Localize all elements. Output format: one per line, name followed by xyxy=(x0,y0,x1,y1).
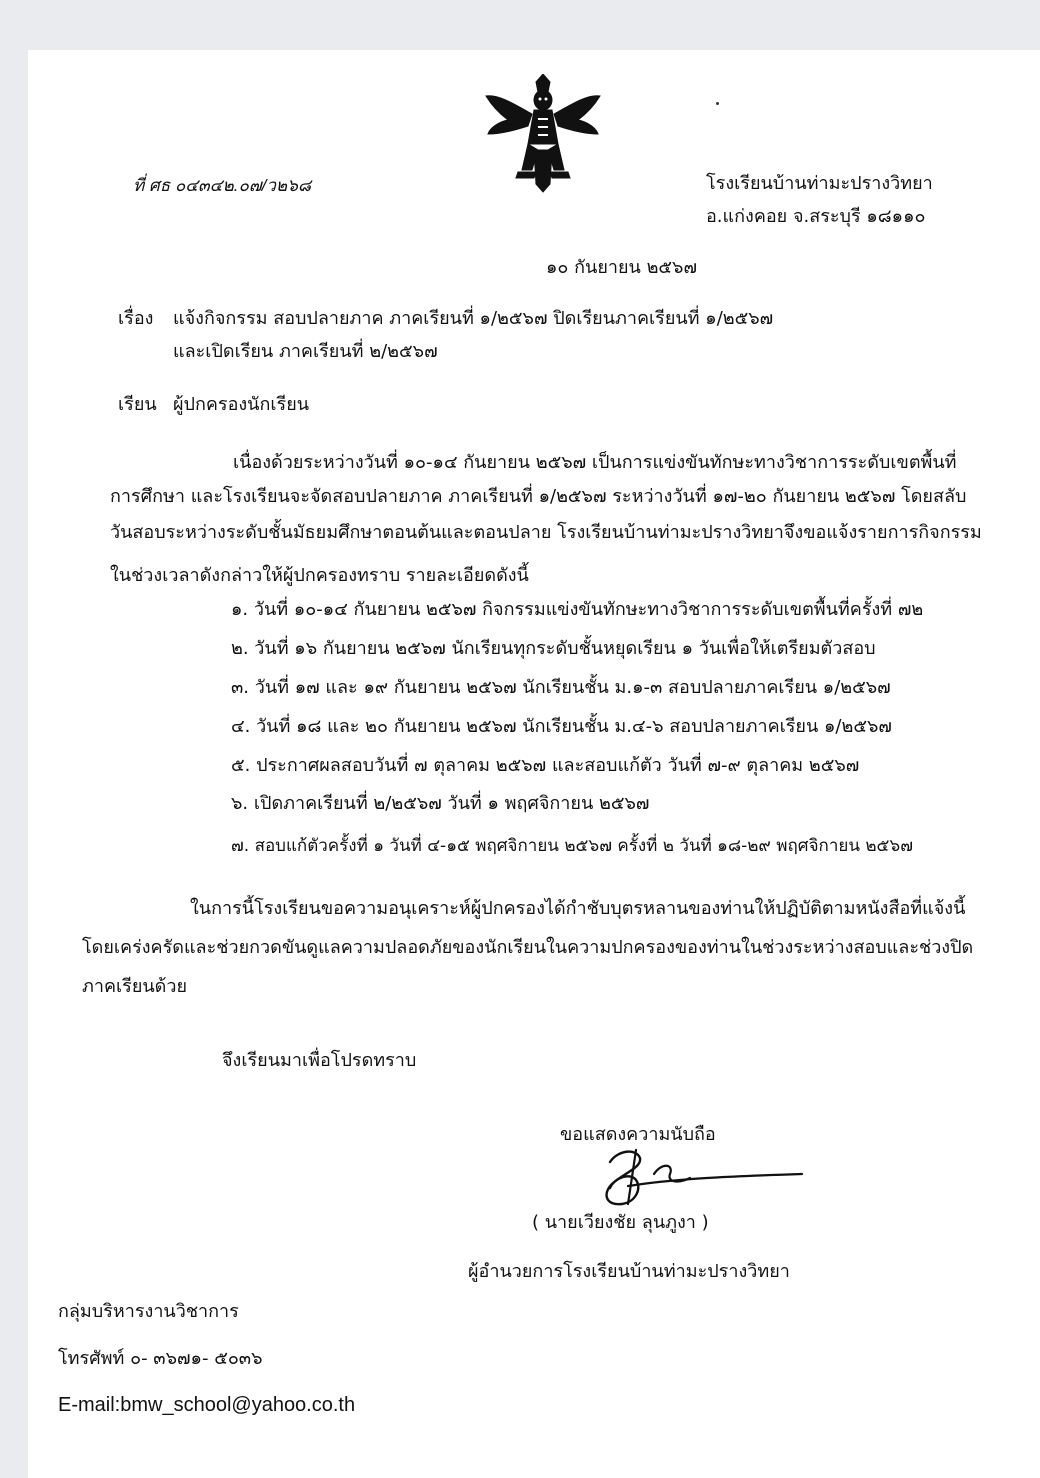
body-paragraph-2-line: ภาคเรียนด้วย xyxy=(82,976,188,997)
recipient-label: เรียน xyxy=(118,394,157,415)
body-paragraph-1-line: วันสอบระหว่างระดับชั้นมัธยมศึกษาตอนต้นและตอนปลาย โรงเรียนบ้านท่ามะปรางวิทยาจึงขอแจ้งรายการกิจกรรม xyxy=(110,522,982,543)
subject-label: เรื่อง xyxy=(118,308,154,329)
email-address: E-mail:bmw_school@yahoo.co.th xyxy=(58,1394,356,1416)
school-address: อ.แก่งคอย จ.สระบุรี ๑๘๑๑๐ xyxy=(706,206,926,227)
department-name: กลุ่มบริหารงานวิชาการ xyxy=(58,1301,239,1322)
signatory-position: ผู้อำนวยการโรงเรียนบ้านท่ามะปรางวิทยา xyxy=(468,1261,790,1282)
subject-line-1: แจ้งกิจกรรม สอบปลายภาค ภาคเรียนที่ ๑/๒๕๖๗ ปิดเรียนภาคเรียนที่ ๑/๒๕๖๗ xyxy=(173,308,774,329)
activity-item: ๓. วันที่ ๑๗ และ ๑๙ กันยายน ๒๕๖๗ นักเรียนชั้น ม.๑-๓ สอบปลายภาคเรียน ๑/๒๕๖๗ xyxy=(231,677,891,698)
document-number: ที่ ศธ ๐๔๓๔๒.๐๗/ว๒๖๘ xyxy=(133,176,312,195)
signature-closing: ขอแสดงความนับถือ xyxy=(560,1124,716,1145)
activity-item: ๔. วันที่ ๑๘ และ ๒๐ กันยายน ๒๕๖๗ นักเรียนชั้น ม.๔-๖ สอบปลายภาคเรียน ๑/๒๕๖๗ xyxy=(231,716,892,737)
subject-line-2: และเปิดเรียน ภาคเรียนที่ ๒/๒๕๖๗ xyxy=(173,341,438,362)
letter-date: ๑๐ กันยายน ๒๕๖๗ xyxy=(546,257,698,278)
garuda-emblem-icon xyxy=(478,74,608,194)
closing-request: จึงเรียนมาเพื่อโปรดทราบ xyxy=(222,1050,417,1071)
handwritten-signature xyxy=(570,1140,820,1220)
activity-item: ๑. วันที่ ๑๐-๑๔ กันยายน ๒๕๖๗ กิจกรรมแข่งขันทักษะทางวิชาการระดับเขตพื้นที่ครั้งที่ ๗๒ xyxy=(231,599,924,620)
body-paragraph-1-line: เนื่องด้วยระหว่างวันที่ ๑๐-๑๔ กันยายน ๒๕๖๗ เป็นการแข่งขันทักษะทางวิชาการระดับเขตพื้นที่ xyxy=(233,452,957,473)
activity-item: ๖. เปิดภาคเรียนที่ ๒/๒๕๖๗ วันที่ ๑ พฤศจิกายน ๒๕๖๗ xyxy=(231,793,650,814)
body-paragraph-1-line: การศึกษา และโรงเรียนจะจัดสอบปลายภาค ภาคเรียนที่ ๑/๒๕๖๗ ระหว่างวันที่ ๑๗-๒๐ กันยายน ๒๕๖๗ โดยสลับ xyxy=(110,486,967,507)
recipient-name: ผู้ปกครองนักเรียน xyxy=(173,394,310,415)
body-paragraph-2-line: ในการนี้โรงเรียนขอความอนุเคราะห์ผู้ปกครองได้กำชับบุตรหลานของท่านให้ปฏิบัติตามหนังสือที่แจ้งนี้ xyxy=(190,898,966,919)
signatory-name: ( นายเวียงชัย ลุนภูงา ) xyxy=(532,1212,709,1233)
body-paragraph-1-line: ในช่วงเวลาดังกล่าวให้ผู้ปกครองทราบ รายละเอียดดังนี้ xyxy=(110,565,529,586)
speck-mark xyxy=(716,102,719,105)
activity-item: ๒. วันที่ ๑๖ กันยายน ๒๕๖๗ นักเรียนทุกระดับชั้นหยุดเรียน ๑ วันเพื่อให้เตรียมตัวสอบ xyxy=(231,638,876,659)
body-paragraph-2-line: โดยเคร่งครัดและช่วยกวดขันดูแลความปลอดภัยของนักเรียนในความปกครองของท่านในช่วงระหว่างสอบและช่วงปิด xyxy=(82,937,974,958)
activity-item: ๗. สอบแก้ตัวครั้งที่ ๑ วันที่ ๔-๑๕ พฤศจิกายน ๒๕๖๗ ครั้งที่ ๒ วันที่ ๑๘-๒๙ พฤศจิกายน ๒๕๖๗ xyxy=(231,836,914,856)
activity-item: ๕. ประกาศผลสอบวันที่ ๗ ตุลาคม ๒๕๖๗ และสอบแก้ตัว วันที่ ๗-๙ ตุลาคม ๒๕๖๗ xyxy=(231,755,860,776)
school-name: โรงเรียนบ้านท่ามะปรางวิทยา xyxy=(706,173,933,194)
phone-number: โทรศัพท์ ๐- ๓๖๗๑- ๕๐๓๖ xyxy=(58,1348,263,1369)
